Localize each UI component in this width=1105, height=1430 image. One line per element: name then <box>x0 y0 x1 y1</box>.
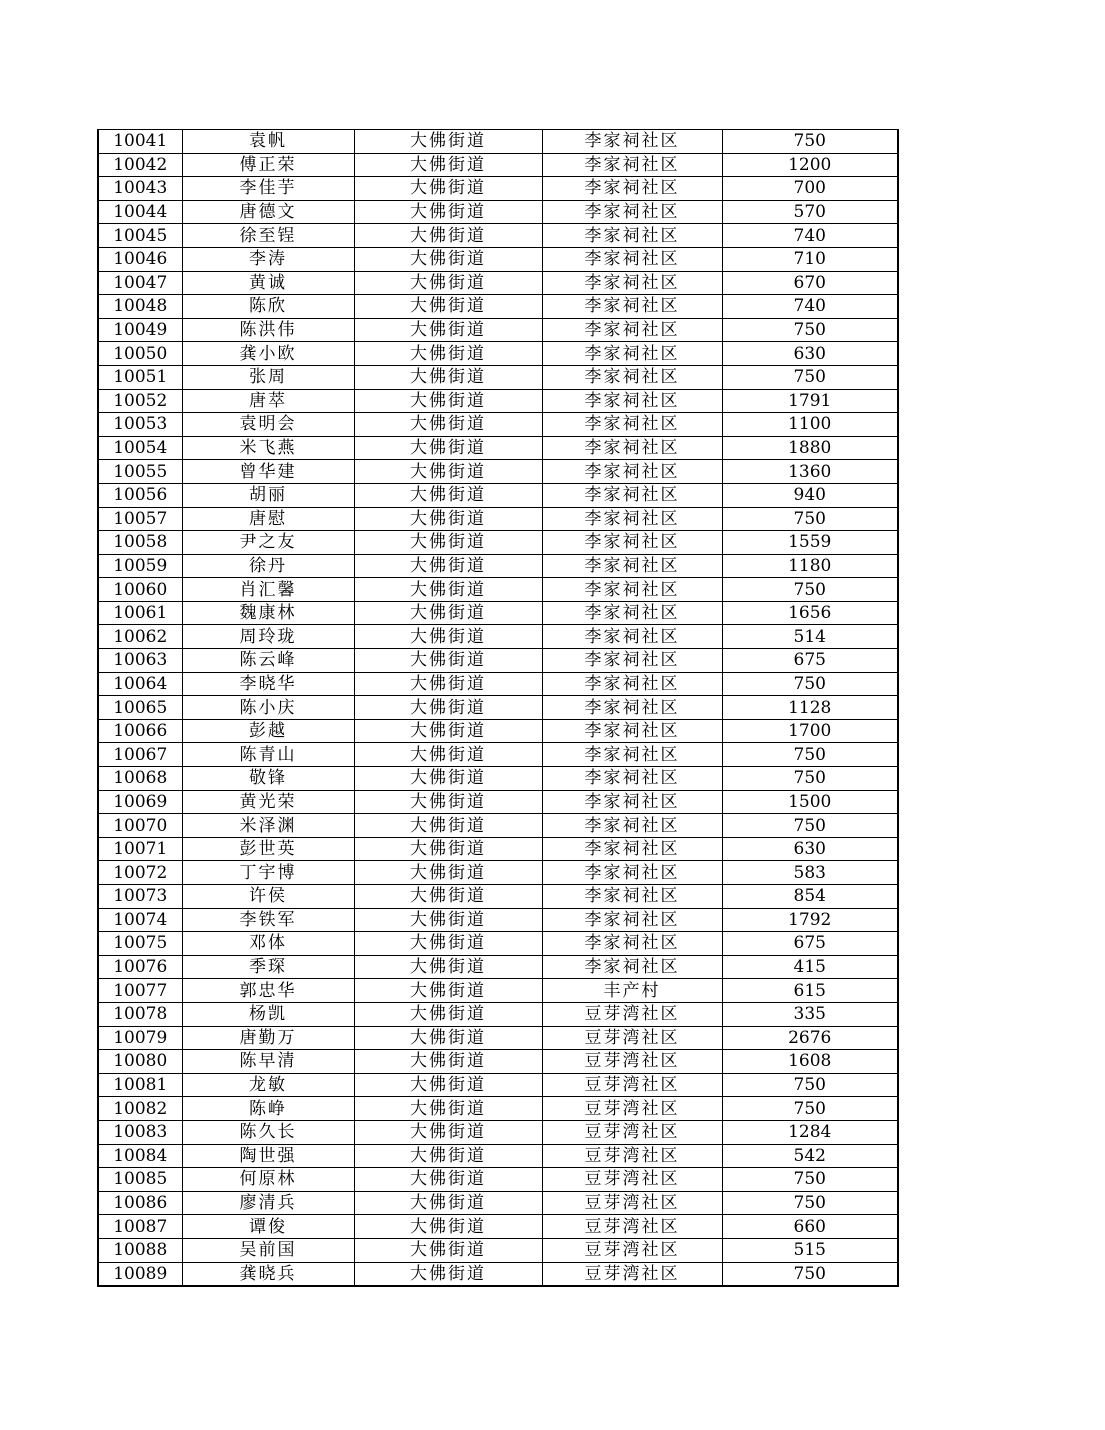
amount-cell: 1128 <box>722 696 898 720</box>
id-cell: 10078 <box>98 1002 182 1026</box>
street-cell: 大佛街道 <box>354 1144 542 1168</box>
amount-cell: 1500 <box>722 790 898 814</box>
amount-cell: 750 <box>722 672 898 696</box>
street-cell: 大佛街道 <box>354 200 542 224</box>
amount-cell: 1200 <box>722 153 898 177</box>
id-cell: 10045 <box>98 224 182 248</box>
id-cell: 10080 <box>98 1050 182 1074</box>
table-row <box>98 861 898 885</box>
id-cell: 10070 <box>98 814 182 838</box>
amount-cell: 940 <box>722 483 898 507</box>
street-cell: 大佛街道 <box>354 389 542 413</box>
table-row <box>98 177 898 201</box>
table-row <box>98 672 898 696</box>
street-cell: 大佛街道 <box>354 1262 542 1286</box>
street-cell: 大佛街道 <box>354 1026 542 1050</box>
name-cell: 袁明会 <box>182 413 354 437</box>
table-row <box>98 318 898 342</box>
amount-cell: 1559 <box>722 531 898 555</box>
id-cell: 10065 <box>98 696 182 720</box>
table-row <box>98 601 898 625</box>
name-cell: 周玲珑 <box>182 625 354 649</box>
id-cell: 10055 <box>98 460 182 484</box>
name-cell: 魏康林 <box>182 601 354 625</box>
community-cell: 李家祠社区 <box>542 389 722 413</box>
amount-cell: 750 <box>722 507 898 531</box>
id-cell: 10077 <box>98 979 182 1003</box>
community-cell: 李家祠社区 <box>542 342 722 366</box>
id-cell: 10047 <box>98 271 182 295</box>
id-cell: 10082 <box>98 1097 182 1121</box>
table-row <box>98 578 898 602</box>
street-cell: 大佛街道 <box>354 483 542 507</box>
amount-cell: 415 <box>722 955 898 979</box>
table-row <box>98 790 898 814</box>
community-cell: 豆芽湾社区 <box>542 1262 722 1286</box>
id-cell: 10079 <box>98 1026 182 1050</box>
id-cell: 10048 <box>98 295 182 319</box>
name-cell: 唐萃 <box>182 389 354 413</box>
amount-cell: 1608 <box>722 1050 898 1074</box>
community-cell: 豆芽湾社区 <box>542 1168 722 1192</box>
table-row <box>98 295 898 319</box>
table-row <box>98 1168 898 1192</box>
name-cell: 彭越 <box>182 719 354 743</box>
table-row <box>98 200 898 224</box>
id-cell: 10081 <box>98 1073 182 1097</box>
name-cell: 陈青山 <box>182 743 354 767</box>
name-cell: 龚晓兵 <box>182 1262 354 1286</box>
name-cell: 唐德文 <box>182 200 354 224</box>
street-cell: 大佛街道 <box>354 1168 542 1192</box>
community-cell: 李家祠社区 <box>542 365 722 389</box>
table-row <box>98 460 898 484</box>
street-cell: 大佛街道 <box>354 814 542 838</box>
id-cell: 10087 <box>98 1215 182 1239</box>
community-cell: 李家祠社区 <box>542 318 722 342</box>
street-cell: 大佛街道 <box>354 1238 542 1262</box>
id-cell: 10052 <box>98 389 182 413</box>
name-cell: 李涛 <box>182 247 354 271</box>
table-row <box>98 153 898 177</box>
id-cell: 10054 <box>98 436 182 460</box>
table-row <box>98 1262 898 1286</box>
table-row <box>98 507 898 531</box>
name-cell: 敬锋 <box>182 767 354 791</box>
amount-cell: 1791 <box>722 389 898 413</box>
amount-cell: 750 <box>722 767 898 791</box>
table-row <box>98 814 898 838</box>
id-cell: 10088 <box>98 1238 182 1262</box>
amount-cell: 1284 <box>722 1120 898 1144</box>
amount-cell: 1700 <box>722 719 898 743</box>
community-cell: 李家祠社区 <box>542 885 722 909</box>
name-cell: 唐勤万 <box>182 1026 354 1050</box>
table-row <box>98 224 898 248</box>
community-cell: 豆芽湾社区 <box>542 1215 722 1239</box>
community-cell: 豆芽湾社区 <box>542 1144 722 1168</box>
community-cell: 李家祠社区 <box>542 531 722 555</box>
street-cell: 大佛街道 <box>354 790 542 814</box>
table-row <box>98 979 898 1003</box>
community-cell: 李家祠社区 <box>542 767 722 791</box>
community-cell: 李家祠社区 <box>542 743 722 767</box>
name-cell: 徐丹 <box>182 554 354 578</box>
name-cell: 陈云峰 <box>182 649 354 673</box>
street-cell: 大佛街道 <box>354 130 542 154</box>
id-cell: 10062 <box>98 625 182 649</box>
community-cell: 李家祠社区 <box>542 814 722 838</box>
id-cell: 10067 <box>98 743 182 767</box>
community-cell: 李家祠社区 <box>542 507 722 531</box>
community-cell: 豆芽湾社区 <box>542 1026 722 1050</box>
table-row <box>98 1215 898 1239</box>
street-cell: 大佛街道 <box>354 649 542 673</box>
community-cell: 李家祠社区 <box>542 696 722 720</box>
street-cell: 大佛街道 <box>354 1002 542 1026</box>
amount-cell: 750 <box>722 365 898 389</box>
table-row <box>98 955 898 979</box>
table-row <box>98 436 898 460</box>
amount-cell: 675 <box>722 932 898 956</box>
table-row <box>98 743 898 767</box>
community-cell: 李家祠社区 <box>542 153 722 177</box>
community-cell: 李家祠社区 <box>542 861 722 885</box>
id-cell: 10064 <box>98 672 182 696</box>
id-cell: 10049 <box>98 318 182 342</box>
table-row <box>98 696 898 720</box>
street-cell: 大佛街道 <box>354 318 542 342</box>
table-row <box>98 908 898 932</box>
id-cell: 10085 <box>98 1168 182 1192</box>
community-cell: 李家祠社区 <box>542 436 722 460</box>
table-row <box>98 1073 898 1097</box>
id-cell: 10056 <box>98 483 182 507</box>
roster-table <box>97 129 899 1287</box>
name-cell: 许侯 <box>182 885 354 909</box>
name-cell: 陈小庆 <box>182 696 354 720</box>
table-row <box>98 625 898 649</box>
id-cell: 10046 <box>98 247 182 271</box>
community-cell: 李家祠社区 <box>542 554 722 578</box>
community-cell: 李家祠社区 <box>542 130 722 154</box>
table-row <box>98 1097 898 1121</box>
street-cell: 大佛街道 <box>354 837 542 861</box>
id-cell: 10069 <box>98 790 182 814</box>
table-row <box>98 554 898 578</box>
id-cell: 10042 <box>98 153 182 177</box>
table-row <box>98 767 898 791</box>
amount-cell: 854 <box>722 885 898 909</box>
community-cell: 李家祠社区 <box>542 578 722 602</box>
street-cell: 大佛街道 <box>354 743 542 767</box>
name-cell: 郭忠华 <box>182 979 354 1003</box>
name-cell: 陈早清 <box>182 1050 354 1074</box>
community-cell: 豆芽湾社区 <box>542 1191 722 1215</box>
id-cell: 10041 <box>98 130 182 154</box>
street-cell: 大佛街道 <box>354 1097 542 1121</box>
table-row <box>98 1191 898 1215</box>
amount-cell: 515 <box>722 1238 898 1262</box>
street-cell: 大佛街道 <box>354 1050 542 1074</box>
amount-cell: 700 <box>722 177 898 201</box>
table-row <box>98 483 898 507</box>
amount-cell: 335 <box>722 1002 898 1026</box>
amount-cell: 2676 <box>722 1026 898 1050</box>
amount-cell: 750 <box>722 1097 898 1121</box>
table-row <box>98 247 898 271</box>
id-cell: 10050 <box>98 342 182 366</box>
table-row <box>98 885 898 909</box>
table-row <box>98 1026 898 1050</box>
id-cell: 10072 <box>98 861 182 885</box>
id-cell: 10073 <box>98 885 182 909</box>
street-cell: 大佛街道 <box>354 672 542 696</box>
name-cell: 丁宇博 <box>182 861 354 885</box>
id-cell: 10051 <box>98 365 182 389</box>
community-cell: 豆芽湾社区 <box>542 1050 722 1074</box>
name-cell: 尹之友 <box>182 531 354 555</box>
street-cell: 大佛街道 <box>354 342 542 366</box>
amount-cell: 1792 <box>722 908 898 932</box>
table-row <box>98 389 898 413</box>
amount-cell: 750 <box>722 130 898 154</box>
amount-cell: 1100 <box>722 413 898 437</box>
name-cell: 陈峥 <box>182 1097 354 1121</box>
table-row <box>98 413 898 437</box>
name-cell: 肖汇馨 <box>182 578 354 602</box>
name-cell: 何原林 <box>182 1168 354 1192</box>
community-cell: 李家祠社区 <box>542 601 722 625</box>
name-cell: 徐至锃 <box>182 224 354 248</box>
street-cell: 大佛街道 <box>354 1073 542 1097</box>
street-cell: 大佛街道 <box>354 932 542 956</box>
table-row <box>98 1002 898 1026</box>
id-cell: 10068 <box>98 767 182 791</box>
table-row <box>98 130 898 154</box>
street-cell: 大佛街道 <box>354 578 542 602</box>
community-cell: 李家祠社区 <box>542 955 722 979</box>
name-cell: 季琛 <box>182 955 354 979</box>
name-cell: 龚小欧 <box>182 342 354 366</box>
amount-cell: 740 <box>722 224 898 248</box>
id-cell: 10075 <box>98 932 182 956</box>
name-cell: 陈洪伟 <box>182 318 354 342</box>
name-cell: 李佳芋 <box>182 177 354 201</box>
community-cell: 李家祠社区 <box>542 200 722 224</box>
street-cell: 大佛街道 <box>354 413 542 437</box>
name-cell: 陈久长 <box>182 1120 354 1144</box>
amount-cell: 1360 <box>722 460 898 484</box>
street-cell: 大佛街道 <box>354 955 542 979</box>
community-cell: 李家祠社区 <box>542 271 722 295</box>
table-row <box>98 1050 898 1074</box>
amount-cell: 583 <box>722 861 898 885</box>
amount-cell: 514 <box>722 625 898 649</box>
street-cell: 大佛街道 <box>354 177 542 201</box>
id-cell: 10044 <box>98 200 182 224</box>
amount-cell: 660 <box>722 1215 898 1239</box>
amount-cell: 570 <box>722 200 898 224</box>
table-row <box>98 365 898 389</box>
street-cell: 大佛街道 <box>354 460 542 484</box>
community-cell: 李家祠社区 <box>542 719 722 743</box>
community-cell: 丰产村 <box>542 979 722 1003</box>
street-cell: 大佛街道 <box>354 625 542 649</box>
community-cell: 李家祠社区 <box>542 932 722 956</box>
amount-cell: 1656 <box>722 601 898 625</box>
name-cell: 李铁军 <box>182 908 354 932</box>
amount-cell: 1880 <box>722 436 898 460</box>
name-cell: 曾华建 <box>182 460 354 484</box>
street-cell: 大佛街道 <box>354 436 542 460</box>
id-cell: 10083 <box>98 1120 182 1144</box>
name-cell: 张周 <box>182 365 354 389</box>
id-cell: 10060 <box>98 578 182 602</box>
community-cell: 李家祠社区 <box>542 625 722 649</box>
amount-cell: 750 <box>722 743 898 767</box>
amount-cell: 750 <box>722 814 898 838</box>
name-cell: 胡丽 <box>182 483 354 507</box>
name-cell: 吴前国 <box>182 1238 354 1262</box>
name-cell: 唐慰 <box>182 507 354 531</box>
amount-cell: 710 <box>722 247 898 271</box>
street-cell: 大佛街道 <box>354 531 542 555</box>
name-cell: 杨凯 <box>182 1002 354 1026</box>
id-cell: 10053 <box>98 413 182 437</box>
street-cell: 大佛街道 <box>354 979 542 1003</box>
id-cell: 10071 <box>98 837 182 861</box>
name-cell: 傅正荣 <box>182 153 354 177</box>
name-cell: 彭世英 <box>182 837 354 861</box>
street-cell: 大佛街道 <box>354 719 542 743</box>
table-row <box>98 271 898 295</box>
id-cell: 10059 <box>98 554 182 578</box>
community-cell: 李家祠社区 <box>542 413 722 437</box>
community-cell: 豆芽湾社区 <box>542 1097 722 1121</box>
amount-cell: 750 <box>722 1073 898 1097</box>
community-cell: 豆芽湾社区 <box>542 1238 722 1262</box>
amount-cell: 750 <box>722 318 898 342</box>
id-cell: 10076 <box>98 955 182 979</box>
id-cell: 10061 <box>98 601 182 625</box>
table-row <box>98 719 898 743</box>
name-cell: 廖清兵 <box>182 1191 354 1215</box>
street-cell: 大佛街道 <box>354 1120 542 1144</box>
id-cell: 10074 <box>98 908 182 932</box>
community-cell: 李家祠社区 <box>542 177 722 201</box>
id-cell: 10063 <box>98 649 182 673</box>
table-row <box>98 1238 898 1262</box>
id-cell: 10058 <box>98 531 182 555</box>
amount-cell: 750 <box>722 1168 898 1192</box>
community-cell: 李家祠社区 <box>542 908 722 932</box>
community-cell: 李家祠社区 <box>542 224 722 248</box>
amount-cell: 670 <box>722 271 898 295</box>
name-cell: 米飞燕 <box>182 436 354 460</box>
amount-cell: 615 <box>722 979 898 1003</box>
street-cell: 大佛街道 <box>354 365 542 389</box>
id-cell: 10057 <box>98 507 182 531</box>
street-cell: 大佛街道 <box>354 247 542 271</box>
amount-cell: 750 <box>722 1262 898 1286</box>
street-cell: 大佛街道 <box>354 554 542 578</box>
street-cell: 大佛街道 <box>354 271 542 295</box>
street-cell: 大佛街道 <box>354 601 542 625</box>
community-cell: 李家祠社区 <box>542 247 722 271</box>
community-cell: 李家祠社区 <box>542 295 722 319</box>
community-cell: 李家祠社区 <box>542 672 722 696</box>
name-cell: 黄光荣 <box>182 790 354 814</box>
amount-cell: 542 <box>722 1144 898 1168</box>
street-cell: 大佛街道 <box>354 1191 542 1215</box>
name-cell: 李晓华 <box>182 672 354 696</box>
id-cell: 10086 <box>98 1191 182 1215</box>
name-cell: 龙敏 <box>182 1073 354 1097</box>
street-cell: 大佛街道 <box>354 153 542 177</box>
amount-cell: 630 <box>722 837 898 861</box>
name-cell: 陶世强 <box>182 1144 354 1168</box>
community-cell: 李家祠社区 <box>542 460 722 484</box>
community-cell: 豆芽湾社区 <box>542 1002 722 1026</box>
street-cell: 大佛街道 <box>354 1215 542 1239</box>
community-cell: 豆芽湾社区 <box>542 1120 722 1144</box>
table-row <box>98 531 898 555</box>
name-cell: 谭俊 <box>182 1215 354 1239</box>
community-cell: 李家祠社区 <box>542 483 722 507</box>
table-row <box>98 1120 898 1144</box>
community-cell: 李家祠社区 <box>542 649 722 673</box>
street-cell: 大佛街道 <box>354 295 542 319</box>
id-cell: 10089 <box>98 1262 182 1286</box>
street-cell: 大佛街道 <box>354 861 542 885</box>
name-cell: 米泽渊 <box>182 814 354 838</box>
street-cell: 大佛街道 <box>354 507 542 531</box>
street-cell: 大佛街道 <box>354 908 542 932</box>
table-row <box>98 649 898 673</box>
amount-cell: 675 <box>722 649 898 673</box>
community-cell: 李家祠社区 <box>542 837 722 861</box>
id-cell: 10066 <box>98 719 182 743</box>
community-cell: 豆芽湾社区 <box>542 1073 722 1097</box>
name-cell: 袁帆 <box>182 130 354 154</box>
street-cell: 大佛街道 <box>354 885 542 909</box>
amount-cell: 740 <box>722 295 898 319</box>
table-row <box>98 932 898 956</box>
street-cell: 大佛街道 <box>354 696 542 720</box>
table-row <box>98 837 898 861</box>
name-cell: 邓体 <box>182 932 354 956</box>
table-row <box>98 1144 898 1168</box>
name-cell: 黄诚 <box>182 271 354 295</box>
id-cell: 10043 <box>98 177 182 201</box>
street-cell: 大佛街道 <box>354 224 542 248</box>
amount-cell: 750 <box>722 1191 898 1215</box>
name-cell: 陈欣 <box>182 295 354 319</box>
amount-cell: 1180 <box>722 554 898 578</box>
id-cell: 10084 <box>98 1144 182 1168</box>
amount-cell: 630 <box>722 342 898 366</box>
community-cell: 李家祠社区 <box>542 790 722 814</box>
roster-table-body <box>98 130 898 1287</box>
table-row <box>98 342 898 366</box>
street-cell: 大佛街道 <box>354 767 542 791</box>
amount-cell: 750 <box>722 578 898 602</box>
